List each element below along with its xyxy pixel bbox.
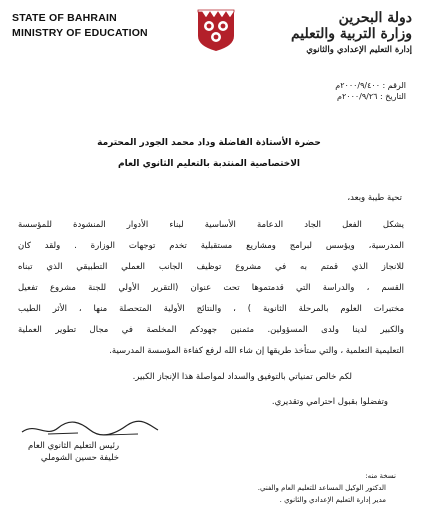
body-line: المدرسية، ويؤسس لبرامج ومشاريع مستقبلية تخدم توجهات الوزارة . ولقد كان: [18, 241, 404, 251]
letter-body: [18, 215, 404, 362]
reference-number: الرقم : ٢٠٠٠/٩/٤٠٠م: [335, 81, 406, 90]
reference-date: التاريخ : ٢٠٠٠/٩/٢٦م: [337, 92, 406, 101]
state-name-arabic: دولة البحرين: [338, 10, 412, 26]
body-line: التعليمية التعلمية ، والتي ستأخذ طريقها إن شاء الله لرفع كفاءة المؤسسة المدرسية.: [109, 346, 404, 356]
recipient-name: حضرة الأستاذة الفاضلة وداد محمد الجودر المحترمة: [97, 138, 321, 148]
letterhead-english: [12, 11, 148, 41]
handwritten-signature: [18, 418, 163, 440]
recipient-title: الاختصاصية المنتدبة بالتعليم الثانوي العام: [117, 159, 301, 169]
signatory-title: رئيس التعليم الثانوي العام: [28, 441, 120, 451]
letterhead-arabic: [291, 10, 412, 57]
copy-to-heading: نسخة منه:: [365, 472, 396, 480]
signatory-block: [28, 440, 119, 464]
body-line: والكبير لدينا ولدى المسؤولين. مثمنين جهودكم المخلصة في مجال تطوير العملية: [18, 325, 404, 335]
greeting: تحية طيبة وبعد،: [347, 193, 402, 203]
body-line: للانجاز الذي قمتم به في مشروع توظيف الجانب العملي التطبيقي الذي تبناه: [18, 262, 404, 272]
ministry-name: MINISTRY OF EDUCATION: [12, 27, 148, 39]
reference-block: [335, 80, 406, 102]
ministry-name-arabic: وزارة التربية والتعليم: [290, 26, 412, 42]
body-line: القسم ، والدراسة التي قدمتموها تحت عنوان (التقرير الأولي للجنة مشروع تفعيل: [18, 283, 404, 293]
copy-to-item: مدير إدارة التعليم الإعدادي والثانوي .: [279, 496, 386, 504]
state-name: STATE OF BAHRAIN: [12, 12, 117, 24]
department-name-arabic: إدارة التعليم الإعدادي والثانوي: [306, 45, 412, 55]
signatory-name: خليفة حسين الشوملي: [40, 453, 120, 463]
copy-to-list: [258, 470, 396, 506]
body-line: مختبرات العلوم بالمرحلة الثانوية ) ، والنتائج الأولية المتحصلة منها ، الأثر الطيب: [18, 304, 404, 314]
ministry-crest-logo: [194, 6, 238, 52]
copy-to-item: الدكتور الوكيل المساعد للتعليم العام والفني.: [257, 484, 386, 492]
closing-wishes: لكم خالص تمنياتي بالتوفيق والسداد لمواصلة هذا الإنجاز الكبير.: [132, 372, 352, 382]
body-line: يشكل الفعل الجاد الدعامة الأساسية لبناء الأدوار المنشودة للمؤسسة: [18, 220, 404, 230]
closing-regards: وتفضلوا بقبول احترامي وتقديري.: [271, 397, 388, 407]
